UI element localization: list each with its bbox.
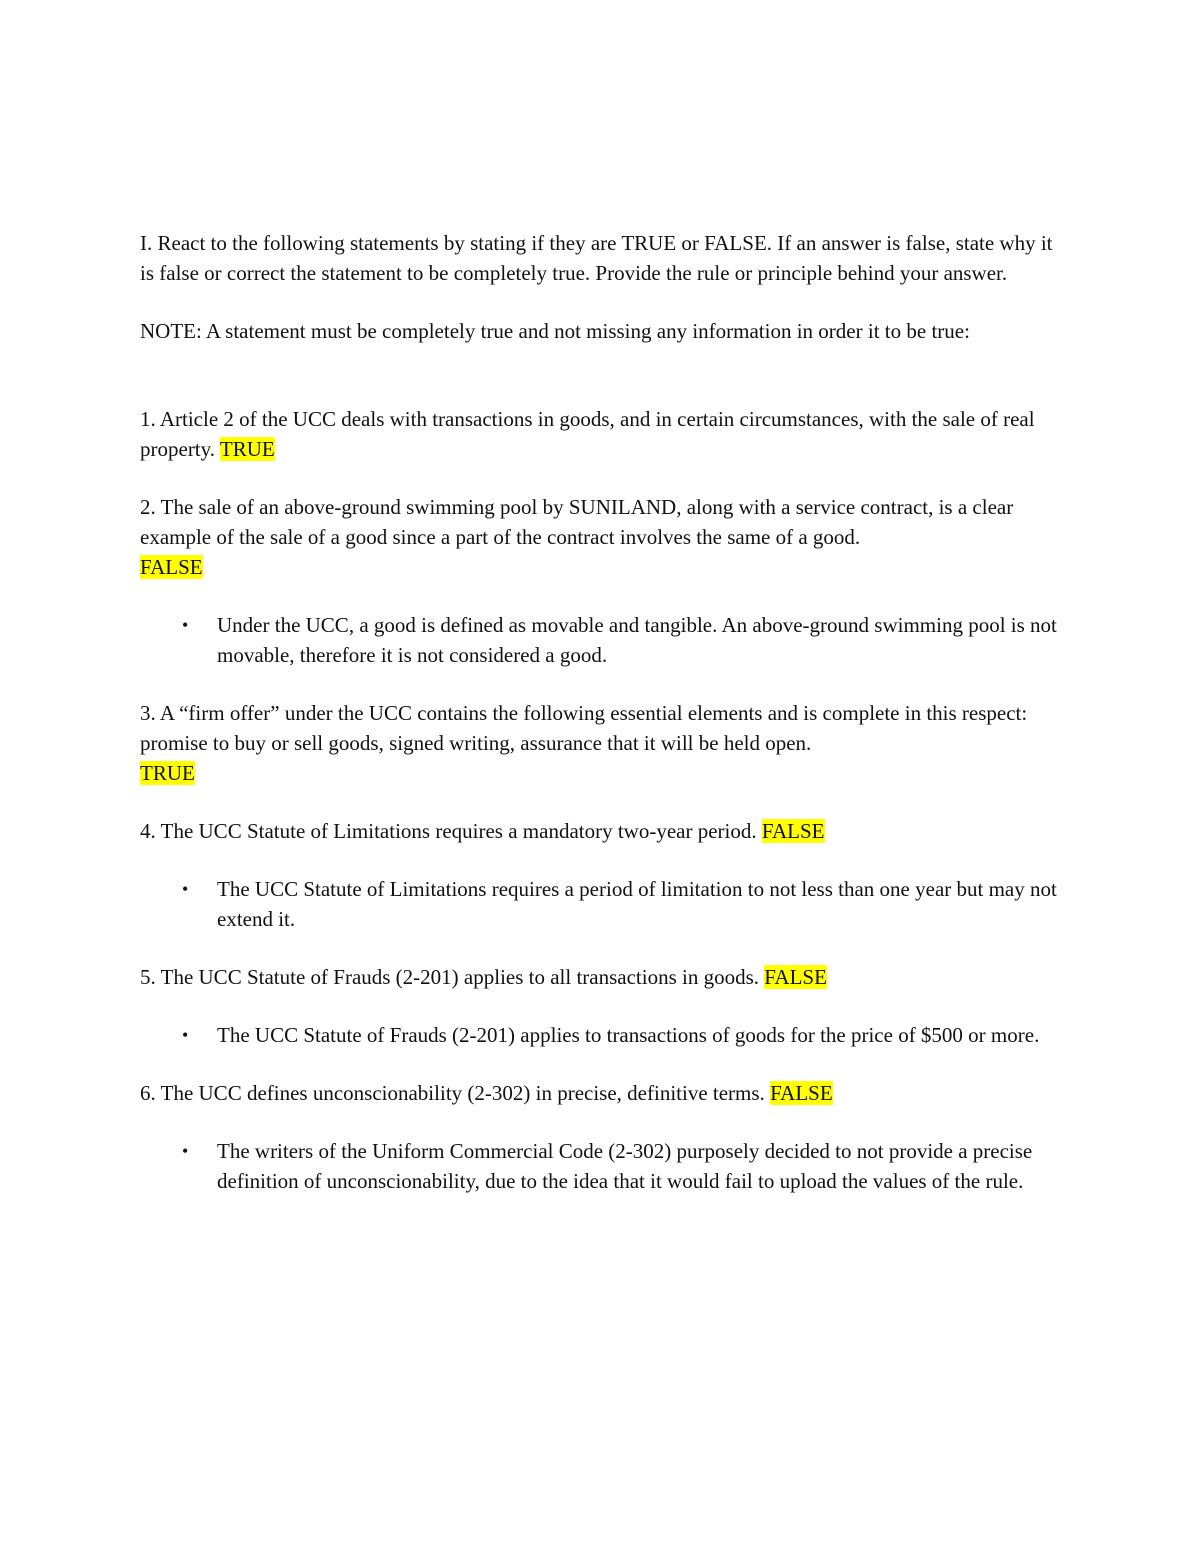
answer-1-highlight: TRUE <box>219 437 275 461</box>
question-5 <box>140 962 1070 992</box>
explanation-6-text: The writers of the Uniform Commercial Code (2-302) purposely decided to not provide a precise definition of unconscionability, due to the idea that it would fail to upload the values of the rule. <box>217 1139 1033 1193</box>
question-2-text: 2. The sale of an above-ground swimming pool by SUNILAND, along with a service contract, is a clear example of the sale of a good since a part of the contract involves the same of a good. <box>140 495 1014 549</box>
explanation-4-text: The UCC Statute of Limitations requires a period of limitation to not less than one year but may not extend it. <box>217 877 1057 931</box>
instructions-paragraph: I. React to the following statements by stating if they are TRUE or FALSE. If an answer is false, state why it is false or correct the statement to be completely true. Provide the rule or principle behind your answer. <box>140 231 1053 285</box>
answer-4-highlight: FALSE <box>761 819 825 843</box>
bullet-icon: • <box>182 879 189 899</box>
question-4-text: 4. The UCC Statute of Limitations requires a mandatory two-year period. <box>140 819 757 843</box>
question-2 <box>140 492 1070 582</box>
question-3 <box>140 698 1070 788</box>
note-paragraph: NOTE: A statement must be completely true and not missing any information in order it to be true: <box>140 319 970 343</box>
question-1-text: 1. Article 2 of the UCC deals with transactions in goods, and in certain circumstances, with the sale of real property. <box>140 407 1035 461</box>
bullet-icon: • <box>182 615 189 635</box>
answer-3-highlight: TRUE <box>140 761 195 785</box>
document-body <box>140 228 1070 1224</box>
explanation-4 <box>140 874 1070 934</box>
explanation-5 <box>140 1020 1070 1050</box>
explanation-2 <box>140 610 1070 670</box>
question-3-text: 3. A “firm offer” under the UCC contains the following essential elements and is complete in this respect: promise to buy or sell goods, signed writing, assurance that it will be held open. <box>140 701 1028 755</box>
answer-6-highlight: FALSE <box>770 1081 833 1105</box>
bullet-icon: • <box>182 1025 189 1045</box>
question-6-text: 6. The UCC defines unconscionability (2-302) in precise, definitive terms. <box>140 1081 765 1105</box>
question-1 <box>140 404 1070 464</box>
question-5-text: 5. The UCC Statute of Frauds (2-201) applies to all transactions in goods. <box>140 965 760 989</box>
answer-5-highlight: FALSE <box>764 965 827 989</box>
explanation-2-text: Under the UCC, a good is defined as movable and tangible. An above-ground swimming pool is not movable, therefore it is not considered a good. <box>217 613 1057 667</box>
bullet-icon: • <box>182 1141 189 1161</box>
question-4 <box>140 816 1070 846</box>
answer-2-highlight: FALSE <box>140 555 203 579</box>
question-6 <box>140 1078 1070 1108</box>
explanation-6 <box>140 1136 1070 1196</box>
explanation-5-text: The UCC Statute of Frauds (2-201) applies to transactions of goods for the price of $500 or more. <box>217 1023 1040 1047</box>
